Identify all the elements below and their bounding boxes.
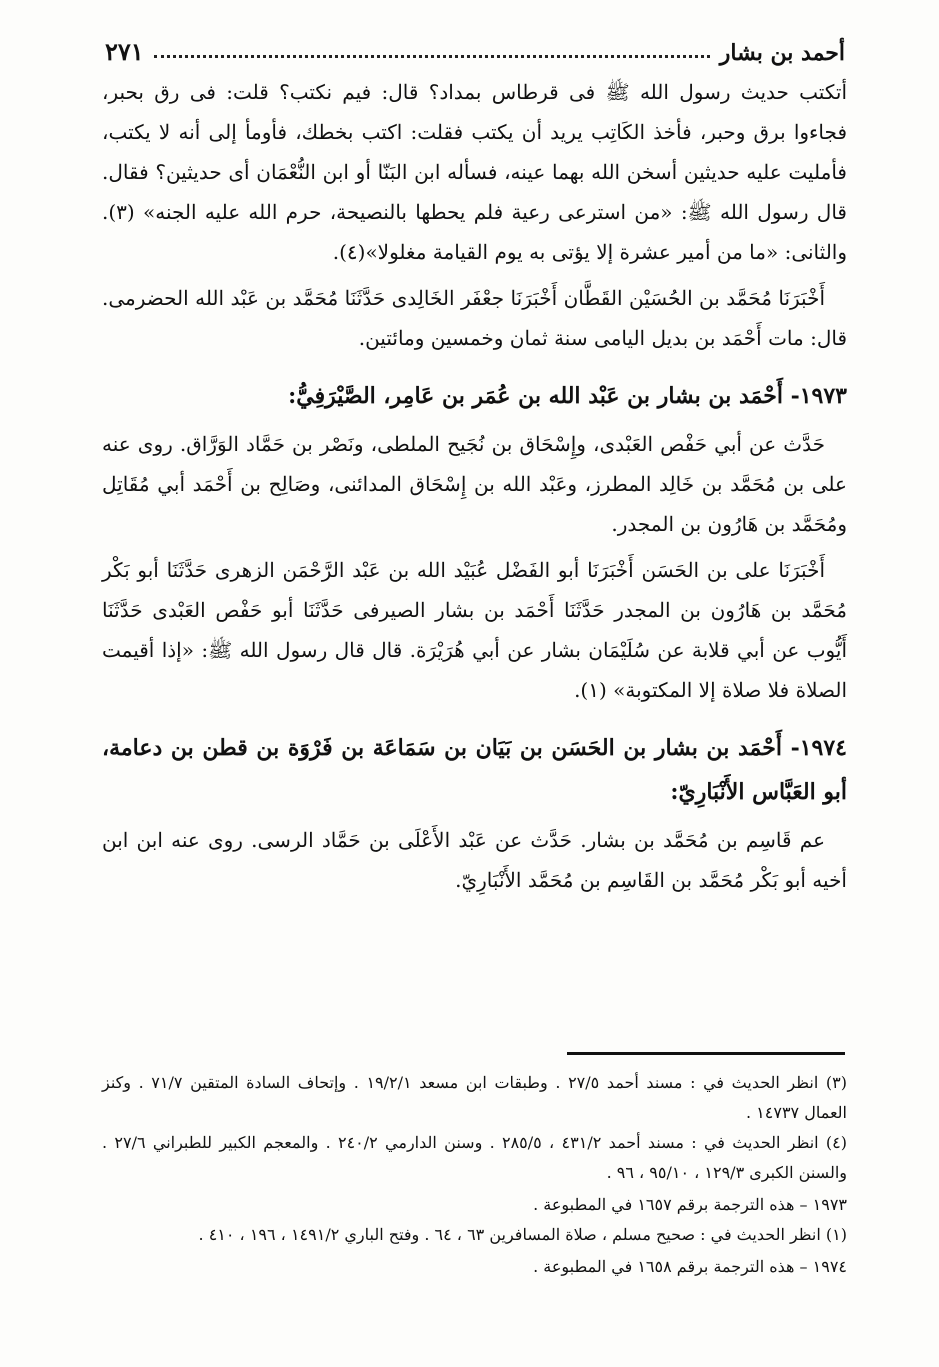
main-text <box>102 72 847 900</box>
paragraph-1973-bio: حَدَّث عن أبي حَفْص العَبْدى، وإِسْحَاق بن نُجَيح الملطى، ونَصْر بن حَمَّاد الوَرَّاق. روى عنه على بن مُحَمَّد بن خَالِد المطرز، وعَبْد الله بن إِسْحَاق المدائنى، وصَالِح بن أَحْمَد أبي مُقَاتِل ومُحَمَّد بن هَارُون بن المجدر. <box>102 432 847 536</box>
paragraph-continuation: أتكتب حديث رسول الله ﷺ فى قرطاس بمداد؟ قال: فيم نكتب؟ قلت: فى رق بحبر، فجاءوا برق وحبر، فأخذ الكَاتِب يريد أن يكتب فقلت: اكتب بخطك، فأومأ إلى أنه لا يكتب، فأمليت عليه حديثين أسخن الله بهما عينه، فسأله ابن البَنّا أو ابن النُّعْمَان أى حديثين؟ فقال. قال رسول الله ﷺ: «من استرعى رعية فلم يحطها بالنصيحة، حرم الله عليه الجنه» (٣). والثانى: «ما من أمير عشرة إلا يؤتى به يوم القيامة مغلولا»(٤). <box>102 80 847 264</box>
footnote-entry-1973: ١٩٧٣ – هذه الترجمة برقم ١٦٥٧ في المطبوعة . <box>533 1195 847 1214</box>
footnotes <box>102 1068 847 1282</box>
paragraph-isnad: أَخْبَرَنَا مُحَمَّد بن الحُسَيْن القَطَّان أَخْبَرَنَا جعْفَر الخَالِدى حَدَّثَنَا مُحَمَّد بن عَبْد الله الحضرمى. قال: مات أَحْمَد بن بديل اليامى سنة ثمان وخمسين ومائتين. <box>102 286 847 350</box>
page-number: ٢٧١ <box>105 37 144 66</box>
footnote-separator <box>567 1052 845 1055</box>
running-title: أحمد بن بشار <box>719 40 845 66</box>
entry-heading-1973: ١٩٧٣- أَحْمَد بن بشار بن عَبْد الله بن عُمَر بن عَامِر، الصَّيْرَفِيُّ: <box>288 383 847 409</box>
paragraph-1974-bio: عم قَاسِم بن مُحَمَّد بن بشار. حَدَّث عن عَبْد الأَعْلَى بن حَمَّاد الرسى. روى عنه ابن ابن أخيه أبو بَكْر مُحَمَّد بن القَاسِم بن مُحَمَّد الأَنْبَارِيّ. <box>102 828 847 892</box>
footnote-3: (٣) انظر الحديث في : مسند أحمد ٢٧/٥ . وطبقات ابن مسعد ١٩/٢/١ . وإتحاف السادة المتقين ٧١/٧ . وكنز العمال ١٤٧٣٧ . <box>102 1073 848 1122</box>
footnote-4: (٤) انظر الحديث في : مسند أحمد ٤٣١/٢ ، ٢٨٥/٥ . وسنن الدارمي ٢٤٠/٢ . والمعجم الكبير للطبراني ٢٧/٦ . والسنن الكبرى ١٢٩/٣ ، ٩٥/١٠ ، ٩٦ . <box>102 1133 847 1182</box>
header-dotted-leader <box>154 55 710 58</box>
entry-heading-1974: ١٩٧٤- أَحْمَد بن بشار بن الحَسَن بن بَيَان بن سَمَاعَة بن فَرْوَة بن قطن بن دعامة، أبو العَبَّاس الأَنْبَارِيّ: <box>102 735 847 805</box>
page-header <box>105 30 845 66</box>
footnote-1: (١) انظر الحديث في : صحيح مسلم ، صلاة المسافرين ٦٣ ، ٦٤ . وفتح الباري ١٤٩١/٢ ، ١٩٦ ، ٤١٠ . <box>198 1225 847 1244</box>
footnote-entry-1974: ١٩٧٤ – هذه الترجمة برقم ١٦٥٨ في المطبوعة . <box>533 1257 847 1276</box>
paragraph-1973-hadith: أَخْبَرَنَا على بن الحَسَن أَخْبَرَنَا أبو الفَضْل عُبَيْد الله بن عَبْد الرَّحْمَن الزهرى حَدَّثَنَا أبو بَكْر مُحَمَّد بن هَارُون بن المجدر حَدَّثَنَا أَحْمَد بن بشار الصيرفى حَدَّثَنَا أبو حَفْص العَبْدى حَدَّثَنَا أَيُّوب عن أبي قلابة عن سُلَيْمَان بشار عن أبي هُرَيْرَة. قال قال رسول الله ﷺ: «إذا أقيمت الصلاة فلا صلاة إلا المكتوبة» (١). <box>102 558 847 702</box>
